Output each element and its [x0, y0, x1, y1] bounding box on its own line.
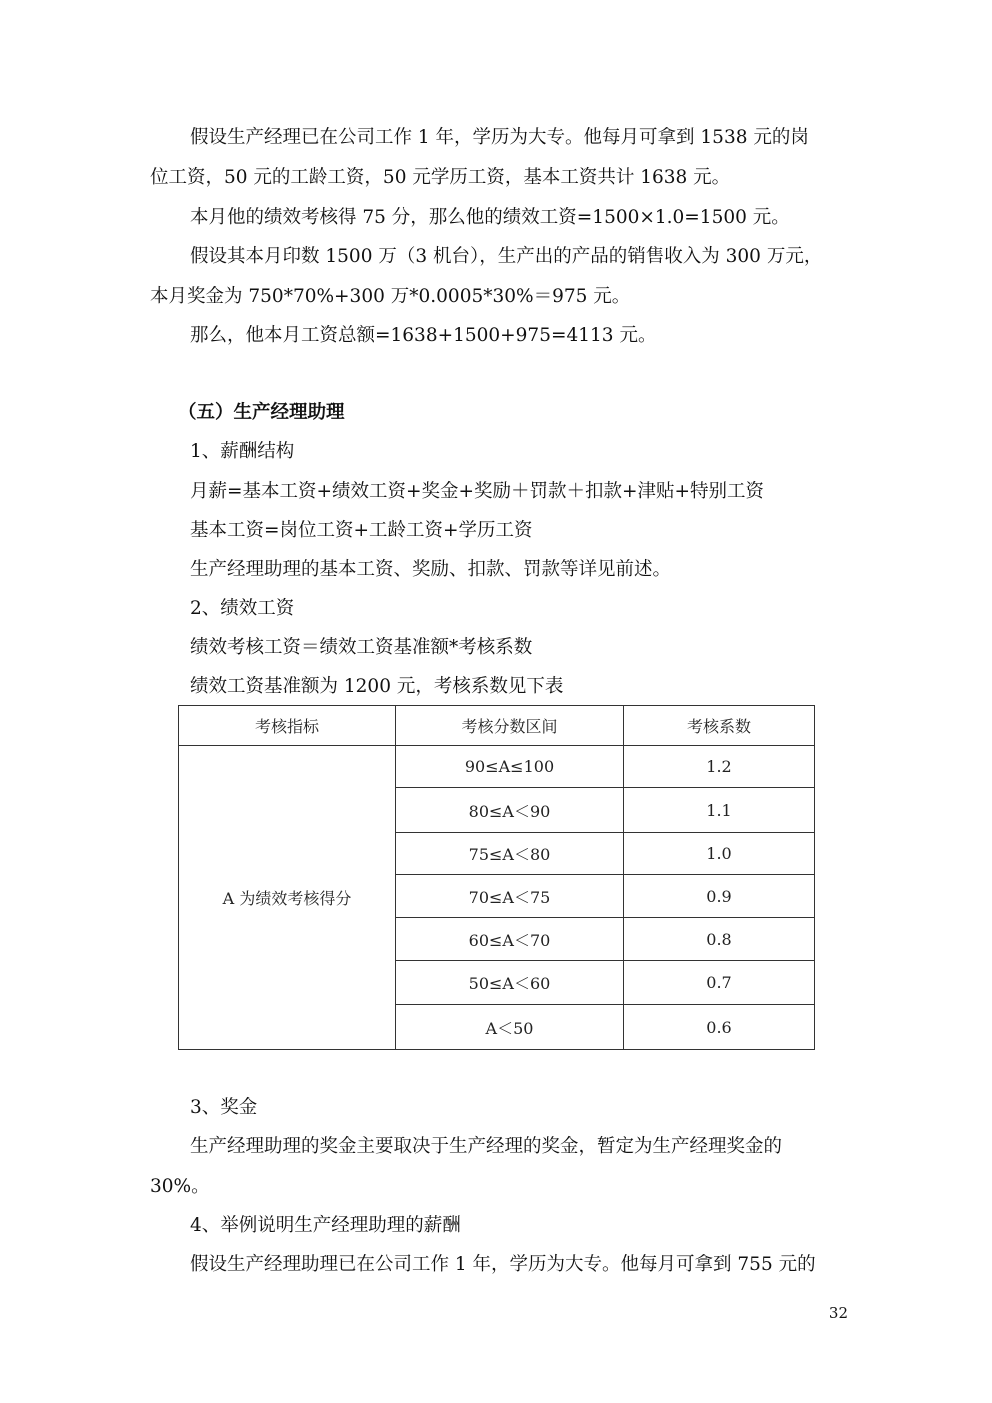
paragraph-line: 本月他的绩效考核得 75 分，那么他的绩效工资=1500×1.0=1500 元。: [190, 207, 790, 228]
coef-cell: 0.9: [624, 875, 815, 918]
page-number: 32: [828, 1304, 848, 1322]
indicator-cell: A 为绩效考核得分: [179, 746, 396, 1050]
subsection-heading: 1、薪酬结构: [190, 441, 295, 462]
subsection-heading: 2、绩效工资: [190, 598, 295, 619]
section-heading: （五）生产经理助理: [178, 402, 345, 423]
table-row: [179, 746, 815, 788]
subsection-heading: 4、举例说明生产经理助理的薪酬: [190, 1215, 461, 1236]
table-header-cell: 考核指标: [179, 706, 396, 746]
coefficient-table: [178, 705, 815, 1050]
paragraph-line: 那么，他本月工资总额=1638+1500+975=4113 元。: [190, 325, 657, 346]
range-cell: 80≤A＜90: [396, 788, 624, 833]
paragraph-line: 假设其本月印数 1500 万（3 机台），生产出的产品的销售收入为 300 万元，: [190, 246, 823, 267]
table-header-cell: 考核系数: [624, 706, 815, 746]
range-cell: 90≤A≤100: [396, 746, 624, 788]
coef-cell: 0.7: [624, 961, 815, 1005]
coef-cell: 1.2: [624, 746, 815, 788]
paragraph-line: 月薪=基本工资+绩效工资+奖金+奖励＋罚款＋扣款+津贴+特别工资: [190, 481, 765, 502]
paragraph-line: 本月奖金为 750*70%+300 万*0.0005*30%＝975 元。: [150, 286, 631, 307]
range-cell: 75≤A＜80: [396, 833, 624, 875]
coef-cell: 0.8: [624, 918, 815, 961]
paragraph-line: 假设生产经理助理已在公司工作 1 年，学历为大专。他每月可拿到 755 元的: [190, 1254, 816, 1275]
paragraph-line: 位工资，50 元的工龄工资，50 元学历工资，基本工资共计 1638 元。: [150, 167, 731, 188]
paragraph-line: 绩效工资基准额为 1200 元，考核系数见下表: [190, 676, 564, 697]
coef-cell: 0.6: [624, 1005, 815, 1050]
paragraph-line: 基本工资=岗位工资+工龄工资+学历工资: [190, 520, 533, 541]
paragraph-line: 假设生产经理已在公司工作 1 年，学历为大专。他每月可拿到 1538 元的岗: [190, 127, 809, 148]
paragraph-line: 绩效考核工资＝绩效工资基准额*考核系数: [190, 637, 533, 658]
table-header-row: [179, 706, 815, 746]
coef-cell: 1.0: [624, 833, 815, 875]
paragraph-line: 30%。: [150, 1176, 210, 1197]
subsection-heading: 3、奖金: [190, 1097, 258, 1118]
paragraph-line: 生产经理助理的奖金主要取决于生产经理的奖金，暂定为生产经理奖金的: [190, 1136, 783, 1157]
range-cell: A＜50: [396, 1005, 624, 1050]
paragraph-line: 生产经理助理的基本工资、奖励、扣款、罚款等详见前述。: [190, 559, 672, 580]
table-header-cell: 考核分数区间: [396, 706, 624, 746]
range-cell: 50≤A＜60: [396, 961, 624, 1005]
coef-cell: 1.1: [624, 788, 815, 833]
range-cell: 60≤A＜70: [396, 918, 624, 961]
range-cell: 70≤A＜75: [396, 875, 624, 918]
